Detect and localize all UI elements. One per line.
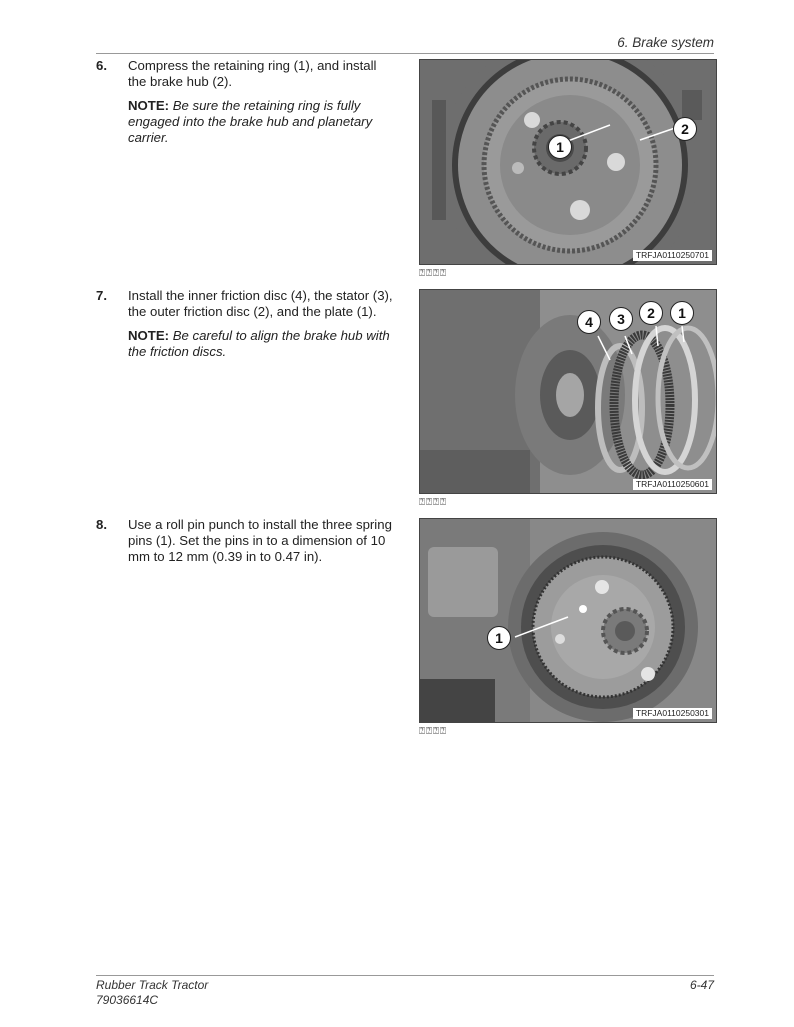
step-note [128, 98, 396, 146]
figure-caption: ⍰⍰⍰⍰ [419, 726, 447, 737]
step-text: Install the inner friction disc (4), the stator (3), the outer friction disc (2), and the plate (1). [128, 288, 393, 319]
note-text: Be careful to align the brake hub with the friction discs. [128, 328, 390, 359]
step-7 [96, 288, 396, 360]
callout-1: 1 [548, 135, 572, 159]
figure-spring-pins [419, 518, 717, 723]
figure-brake-hub [419, 59, 717, 265]
step-text: Compress the retaining ring (1), and install the brake hub (2). [128, 58, 377, 89]
note-label: NOTE: [128, 328, 170, 343]
figure-code: TRFJA0110250701 [633, 250, 712, 261]
note-text: Be sure the retaining ring is fully engaged into the brake hub and planetary carrier. [128, 98, 373, 145]
figure-code: TRFJA0110250601 [633, 479, 712, 490]
callout-3: 3 [609, 307, 633, 331]
note-label: NOTE: [128, 98, 170, 113]
figure-code: TRFJA0110250301 [633, 708, 712, 719]
footer-page-number: 6-47 [689, 978, 714, 992]
step-number: 6. [96, 58, 107, 73]
step-note [128, 328, 396, 360]
figure-friction-discs [419, 289, 717, 494]
step-8 [96, 517, 396, 565]
footer-title: Rubber Track Tractor [96, 978, 209, 992]
footer-doc-number: 79036614C [96, 993, 159, 1007]
callout-2: 2 [639, 301, 663, 325]
figure-caption: ⍰⍰⍰⍰ [419, 268, 447, 279]
header-rule [96, 53, 714, 54]
footer-rule [96, 975, 714, 976]
footer-left [96, 978, 208, 1008]
step-text: Use a roll pin punch to install the three spring pins (1). Set the pins in to a dimension of 10 mm to 12 mm (0.39 in to 0.47 in). [128, 517, 392, 564]
header-section-title: 6. Brake system [617, 35, 714, 50]
step-number: 7. [96, 288, 107, 303]
callout-1: 1 [670, 301, 694, 325]
step-number: 8. [96, 517, 107, 532]
step-6 [96, 58, 396, 146]
figure-caption: ⍰⍰⍰⍰ [419, 497, 447, 508]
callout-4: 4 [577, 310, 601, 334]
callout-2: 2 [673, 117, 697, 141]
callout-1: 1 [487, 626, 511, 650]
